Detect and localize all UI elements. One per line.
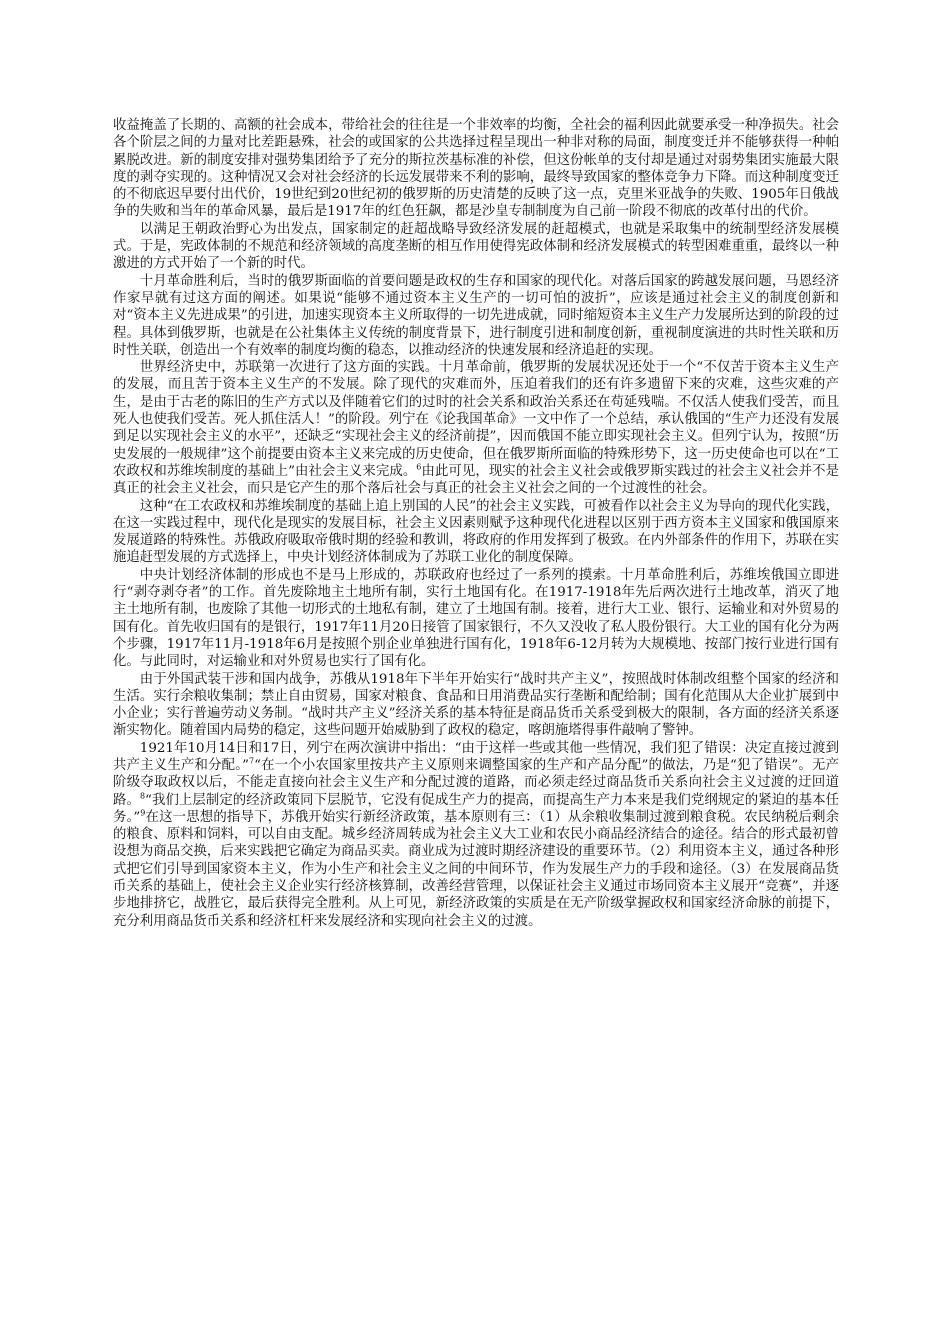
paragraph-text: 收益掩盖了长期的、高额的社会成本，带给社会的往往是一个非效率的均衡，全社会的福利因此就要承受一种净损失。社会各个阶层之间的力量对比差距悬殊，社会的或国家的公共选择过程呈现出一种非对称的局面，制度变迁并不能够获得一种帕累脱改进。新的制度安排对强势集团给予了充分的斯拉茨基标准的补偿，但这份帐单的支付却是通过对弱势集团实施最大限度的剥夺实现的。这种情况又会对社会经济的长远发展带来不利的影响，最终导致国家的整体竞争力下降。而这种制度变迁的不彻底迟早要付出代价，19世纪到20世纪初的俄罗斯的历史清楚的反映了这一点，克里米亚战争的失败、1905年日俄战争的失败和当年的革命风暴，最后是1917年的红色狂飙，都是沙皇专制制度为自己前一阶段不彻底的改革付出的代价。 [113, 118, 839, 220]
paragraph-text: 中央计划经济体制的形成也不是马上形成的，苏联政府也经过了一系列的摸索。十月革命胜利后，苏维埃俄国立即进行“剥夺剥夺者”的工作。首先废除地主土地所有制，实行土地国有化。在1917-1918年先后两次进行土地改革，消灭了地主土地所有制，也废除了其他一切形式的土地私有制，建立了土地国有制。接着，进行大工业、银行、运输业和对外贸易的国有化。首先收归国有的是银行，1917年11月20日接管了国家银行，不久又没收了私人股份银行。大工业的国有化分为两个步骤，1917年11月-1918年6月是按照个别企业单独进行国有化，1918年6-12月转为大规模地、按部门按行业进行国有化。与此同时，对运输业和对外贸易也实行了国有化。 [113, 567, 839, 670]
paragraph-4 [113, 359, 839, 497]
paragraph-text: 由此可见，现实的社会主义社会或俄罗斯实践过的社会主义社会并不是真正的社会主义社会，而只是它产生的那个落后社会与真正的社会主义社会之间的一个过渡性的社会。 [113, 463, 839, 497]
paragraph-3 [113, 273, 839, 359]
document-body [113, 117, 839, 930]
paragraph-text: 由于外国武装干涉和国内战争，苏俄从1918年下半年开始实行“战时共产主义”，按照战时体制改组整个国家的经济和生活。实行余粮收集制；禁止自由贸易，国家对粮食、食品和日用消费品实行垄断和配给制；国有化范围从大企业扩展到中小企业；实行普遍劳动义务制。“战时共产主义”经济关系的基本特征是商品货币关系受到极大的限制，各方面的经济关系逐渐实物化。随着国内局势的稳定，这些问题开始威胁到了政权的稳定，喀朗施塔得事件敲响了警钟。 [113, 671, 839, 739]
paragraph-text: 以满足王朝政治野心为出发点，国家制定的赶超战略导致经济发展的赶超模式，也就是采取集中的统制型经济发展模式。于是，宪政体制的不规范和经济领域的高度垄断的相互作用使得宪政体制和经济发展模式的转型困难重重，最终以一种激进的方式开始了一个新的时代。 [113, 221, 839, 272]
paragraph-6 [113, 567, 839, 671]
footnote-ref: 9 [140, 808, 146, 818]
paragraph-text: 在这一思想的指导下，苏俄开始实行新经济政策，基本原则有三：（1）从余粮收集制过渡到粮食税。农民纳税后剩余的粮食、原料和饲料，可以自由支配。城乡经济周转成为社会主义大工业和农民小商品经济结合的途径。结合的形式最初曾设想为商品交换，后来实践把它确定为商品买卖。商业成为过渡时期经济建设的重要环节。（2）利用资本主义，通过各种形式把它们引导到国家资本主义，作为小生产和社会主义之间的中间环节，作为发展生产力的手段和途径。（3）在发展商品货币关系的基础上，使社会主义企业实行经济核算制，改善经营管理，以保证社会主义通过市场同资本主义展开“竞赛”，并逐步地排挤它，战胜它，最后获得完全胜利。从上可见，新经济政策的实质是在无产阶级掌握政权和国家经济命脉的前提下，充分利用商品货币关系和经济杠杆来发展经济和实现向社会主义的过渡。 [113, 809, 839, 929]
paragraph-8 [113, 740, 839, 930]
footnote-ref: 7 [248, 756, 255, 766]
footnote-ref: 6 [416, 462, 422, 472]
paragraph-text: 这种“在工农政权和苏维埃制度的基础上追上别国的人民”的社会主义实践，可被看作以社会主义为导向的现代化实践，在这一实践过程中，现代化是现实的发展目标，社会主义因素则赋予这种现代化进程以区别于西方资本主义国家和俄国原来发展道路的特殊性。苏俄政府吸取帝俄时期的经验和教训，将政府的作用发挥到了极致。在内外部条件的作用下，苏联在实施追赶型发展的方式选择上，中央计划经济体制成为了苏联工业化的制度保障。 [113, 498, 839, 566]
paragraph-text: “我们上层制定的经济政策同下层脱节，它没有促成生产力的提高，而提高生产力本来是我们党纲规定的紧迫的基本任务。” [113, 792, 840, 825]
paragraph-1 [113, 117, 839, 221]
paragraph-5 [113, 498, 839, 567]
paragraph-text: 世界经济史中，苏联第一次进行了这方面的实践。十月革命前，俄罗斯的发展状况还处于一个“不仅苦于资本主义生产的发展，而且苦于资本主义生产的不发展。除了现代的灾难而外，压迫着我们的还有许多遗留下来的灾难，这些灾难的产生，是由于古老的陈旧的生产方式以及伴随着它们的过时的社会关系和政治关系还在苟延残喘。不仅活人使我们受苦，而且死人也使我们受苦。死人抓住活人！”的阶段。列宁在《论我国革命》一文中作了一个总结，承认俄国的“生产力还没有发展到足以实现社会主义的水平”，还缺乏“实现社会主义的经济前提”，因而俄国不能立即实现社会主义。但列宁认为，按照“历史发展的一般规律”这个前提要由资本主义来完成的历史使命，但在俄罗斯所面临的特殊形势下，这一历史使命也可以在“工农政权和苏维埃制度的基础上”由社会主义来完成。 [113, 360, 839, 479]
paragraph-2 [113, 221, 839, 273]
paragraph-text: “在一个小农国家里按共产主义原则来调整国家的生产和产品分配”的做法，乃是“犯了错误”。无产阶级夺取政权以后，不能走直接向社会主义生产和分配过渡的道路，而必须走经过商品货币关系向社会主义过渡的迂回道路。 [113, 757, 839, 808]
paragraph-text: 十月革命胜利后，当时的俄罗斯面临的首要问题是政权的生存和国家的现代化。对落后国家的跨越发展问题，马恩经济作家早就有过这方面的阐述。如果说“能够不通过资本主义生产的一切可怕的波折”，应该是通过社会主义的制度创新和对“资本主义先进成果”的引进，加速实现资本主义所取得的一切先进成就，同时缩短资本主义生产力发展所达到的阶段的过程。具体到俄罗斯，也就是在公社集体主义传统的制度背景下，进行制度引进和制度创新，重视制度演进的共时性关联和历时性关联，创造出一个有效率的制度均衡的稳态，以推动经济的快速发展和经济追赶的实现。 [113, 273, 839, 358]
paragraph-text: 1921年10月14日和17日，列宁在两次演讲中指出：“由于这样一些或其他一些情况，我们犯了错误：决定直接过渡到共产主义生产和分配。” [113, 740, 839, 773]
footnote-ref: 8 [139, 791, 146, 801]
paragraph-7 [113, 671, 839, 740]
